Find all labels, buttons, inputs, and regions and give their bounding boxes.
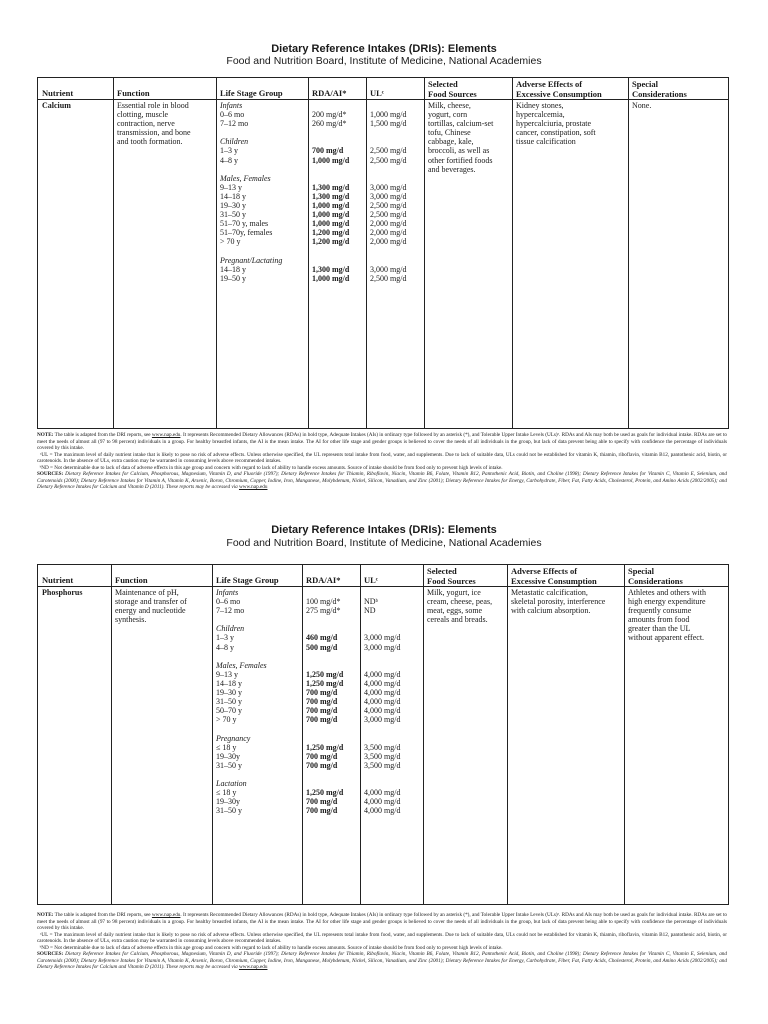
sheet-subtitle: Food and Nutrition Board, Institute of Medicine, National Academies [226, 537, 542, 549]
ul-value: 2,500 mg/d [370, 210, 407, 220]
life-stage-row [216, 597, 421, 606]
note-text: The table is adapted from the DRI reports, see [53, 912, 152, 918]
food-sources-text: Milk, cheese, yogurt, corn tortillas, calcium-set tofu, Chinese cabbage, kale, broccoli, as well as other fortified foods and beverages. [428, 101, 494, 174]
function-text: Essential role in blood clotting, muscle contraction, nerve transmission, and bone and tooth formation. [117, 101, 191, 147]
life-stage-row [216, 643, 421, 652]
rda-value: 275 mg/d* [306, 606, 341, 616]
sources-link[interactable]: www.nap.edu [238, 484, 268, 490]
rda-value: 700 mg/d [306, 760, 338, 770]
header-life-stage: Life Stage Group [220, 88, 283, 98]
life-stage-group-label: Lactation [216, 778, 247, 788]
life-stage-row [216, 806, 421, 815]
rda-value: 1,250 mg/d [306, 669, 344, 679]
life-stage: ≤ 18 y [216, 788, 237, 798]
group-spacer [220, 247, 425, 256]
header-special: Special Considerations [632, 79, 687, 99]
life-stage: 9–13 y [220, 182, 242, 192]
ul-value: NDᵇ [364, 597, 379, 607]
rda-value: 500 mg/d [306, 642, 338, 652]
life-stage: 31–50 y [220, 210, 246, 220]
sheet-title: Dietary Reference Intakes (DRIs): Elements [271, 524, 497, 536]
rda-value: 1,300 mg/d [312, 191, 350, 201]
food-sources-text: Milk, yogurt, ice cream, cheese, peas, meat, eggs, some cereals and breads. [427, 588, 493, 625]
note-label: NOTE: [37, 912, 54, 918]
ul-value: 4,000 mg/d [364, 806, 401, 816]
life-stage: 31–50 y [216, 760, 242, 770]
ul-value: 3,000 mg/d [364, 715, 401, 725]
ul-value: 3,000 mg/d [364, 642, 401, 652]
ul-value: 4,000 mg/d [364, 678, 401, 688]
life-stage: 7–12 mo [220, 119, 249, 129]
group-spacer [216, 724, 421, 733]
rda-value: 1,000 mg/d [312, 201, 350, 211]
nutrient-name: Calcium [42, 101, 71, 110]
rda-value: 1,000 mg/d [312, 210, 350, 220]
life-stage-row [220, 146, 425, 155]
rda-value: 100 mg/d* [306, 597, 341, 607]
header-rda: RDA/AI* [312, 88, 347, 98]
header-ul: ULᶜ [370, 88, 385, 98]
dri-table [37, 77, 729, 429]
header-adverse-effects: Adverse Effects of Excessive Consumption [511, 566, 597, 586]
ul-value: 2,500 mg/d [370, 146, 407, 156]
rda-value: 1,000 mg/d [312, 273, 350, 283]
note-text: The table is adapted from the DRI reports, see [53, 432, 152, 438]
life-stage-row [216, 688, 421, 697]
adverse-effects-text: Kidney stones, hypercalcemia, hypercalciuria, prostate cancer, constipation, soft tissue calcification [516, 101, 596, 147]
ul-value: 3,500 mg/d [364, 760, 401, 770]
ul-value: 2,000 mg/d [370, 228, 407, 238]
ul-value: 4,000 mg/d [364, 788, 401, 798]
header-nutrient: Nutrient [42, 575, 74, 585]
life-stage-row [216, 752, 421, 761]
rda-value: 260 mg/d* [312, 119, 347, 129]
ul-value: 4,000 mg/d [364, 669, 401, 679]
nap-link[interactable]: www.nap.edu [151, 432, 181, 438]
sheet-subtitle: Food and Nutrition Board, Institute of Medicine, National Academies [226, 55, 542, 67]
life-stage: 51–70y, females [220, 228, 273, 238]
life-stage-row [216, 670, 421, 679]
life-stage-row [216, 606, 421, 615]
ul-footnote: ᵃUL = The maximum level of daily nutrient intake that is likely to pose no risk of adverse effects. Unless otherwise specified, the UL represents total intake from food, water, and supplements. Due to lack of suitable data, ULs could not be established for vitamin K, thiamin, riboflavin, vitamin B12, pantothenic acid, biotin, or carotenoids. In the absence of ULs, extra caution may be warranted in consuming levels above recommended intakes. [37, 931, 727, 944]
life-stage-group-label: Males, Females [220, 173, 271, 183]
rda-value: 1,200 mg/d [312, 228, 350, 238]
sources-label: SOURCES: [37, 951, 64, 957]
life-stage-row [216, 743, 421, 752]
life-stage-group-label: Pregnancy [216, 733, 251, 743]
life-stage-group-label: Infants [216, 588, 239, 597]
header-special: Special Considerations [628, 566, 683, 586]
life-stage-row [220, 265, 425, 274]
ul-value: 2,000 mg/d [370, 237, 407, 247]
nutrient-name: Phosphorus [42, 588, 83, 597]
header-adverse-effects: Adverse Effects of Excessive Consumption [516, 79, 602, 99]
life-stage: 1–3 y [220, 146, 238, 156]
ul-value: 4,000 mg/d [364, 797, 401, 807]
ul-value: 4,000 mg/d [364, 706, 401, 716]
life-stage-list [216, 588, 421, 815]
header-function: Function [115, 575, 148, 585]
life-stage-row [220, 156, 425, 165]
life-stage: 14–18 y [216, 678, 242, 688]
life-stage-row [216, 697, 421, 706]
nd-footnote: ᵇND = Not determinable due to lack of data of adverse effects in this age group and concern with regard to lack of ability to handle excess amounts. Source of intake should be from food only to prevent high levels of intake. [39, 944, 503, 951]
ul-value: 4,000 mg/d [364, 688, 401, 698]
life-stage: 1–3 y [216, 633, 234, 643]
footnote [37, 432, 727, 491]
life-stage-row [220, 119, 425, 128]
rda-value: 700 mg/d [306, 706, 338, 716]
life-stage: 19–30y [216, 751, 240, 761]
life-stage-row [216, 797, 421, 806]
sheet-title: Dietary Reference Intakes (DRIs): Elements [271, 43, 497, 55]
header-ul: ULᶜ [364, 575, 379, 585]
group-spacer [220, 165, 425, 174]
ul-value: 3,500 mg/d [364, 742, 401, 752]
life-stage: 7–12 mo [216, 606, 245, 616]
rda-value: 700 mg/d [306, 697, 338, 707]
ul-value: 2,500 mg/d [370, 201, 407, 211]
life-stage: 4–8 y [216, 642, 234, 652]
adverse-effects-text: Metastatic calcification, skeletal porosity, interference with calcium absorption. [511, 588, 606, 616]
rda-value: 1,200 mg/d [312, 237, 350, 247]
life-stage-row [216, 633, 421, 642]
ul-value: 2,500 mg/d [370, 273, 407, 283]
group-spacer [216, 615, 421, 624]
rda-value: 700 mg/d [306, 688, 338, 698]
life-stage-row [220, 228, 425, 237]
group-spacer [216, 770, 421, 779]
nap-link[interactable]: www.nap.edu [151, 912, 181, 918]
life-stage-group-label: Infants [220, 101, 243, 110]
sources-label: SOURCES: [37, 471, 64, 477]
footnote [37, 912, 727, 971]
rda-value: 700 mg/d [306, 797, 338, 807]
life-stage-row [216, 761, 421, 770]
life-stage-row [220, 110, 425, 119]
header-nutrient: Nutrient [42, 88, 74, 98]
life-stage: 14–18 y [220, 264, 246, 274]
group-spacer [216, 652, 421, 661]
life-stage-row [220, 210, 425, 219]
ul-value: 3,000 mg/d [370, 191, 407, 201]
life-stage: ≤ 18 y [216, 742, 237, 752]
life-stage-row [216, 679, 421, 688]
function-text: Maintenance of pH, storage and transfer of energy and nucleotide synthesis. [115, 588, 187, 625]
sources-text: Dietary Reference Intakes for Calcium, Phosphorous, Magnesium, Vitamin D, and Fluoride (1997); Dietary Reference Intakes for Thiamin, Riboflavin, Niacin, Vitamin B6, Folate, Vitamin B12, Pantothenic Acid, Biotin, and Choline (1998); Dietary Reference Intakes for Vitamin C, Vitamin E, Selenium, and Carotenoids (2000); Dietary Reference Intakes for Vitamin A, Vitamin K, Arsenic, Boron, Chromium, Copper, Iodine, Iron, Manganese, Molybdenum, Nickel, Silicon, Vanadium, and Zinc (2001); Dietary Reference Intakes for Energy, Carbohydrate, Fiber, Fat, Fatty Acids, Cholesterol, Protein, and Amino Acids (2002/2005); and Dietary Reference Intakes for Calcium and Vitamin D (2011). These reports may be accessed via [37, 951, 727, 970]
ul-value: 2,500 mg/d [370, 155, 407, 165]
ul-value: 1,500 mg/d [370, 119, 407, 129]
life-stage-row [220, 183, 425, 192]
life-stage: 4–8 y [220, 155, 238, 165]
life-stage: > 70 y [220, 237, 241, 247]
life-stage-group-label: Pregnant/Lactating [220, 255, 283, 265]
life-stage: 19–30 y [220, 201, 246, 211]
ul-value: 3,000 mg/d [370, 182, 407, 192]
special-considerations-text: Athletes and others with high energy expenditure frequently consume amounts from food greater than the UL without apparent effect. [628, 588, 706, 643]
life-stage: 31–50 y [216, 806, 242, 816]
ul-value: 3,000 mg/d [370, 264, 407, 274]
ul-value: 2,000 mg/d [370, 219, 407, 229]
life-stage-list [220, 101, 425, 283]
life-stage-group-label: Males, Females [216, 660, 267, 670]
special-considerations-text: None. [632, 101, 652, 110]
life-stage-row [216, 715, 421, 724]
header-food-sources: Selected Food Sources [428, 79, 477, 99]
life-stage-row [216, 788, 421, 797]
life-stage: 19–50 y [220, 273, 246, 283]
rda-value: 700 mg/d [306, 751, 338, 761]
ul-value: 4,000 mg/d [364, 697, 401, 707]
rda-value: 700 mg/d [306, 806, 338, 816]
header-rda: RDA/AI* [306, 575, 341, 585]
ul-value: ND [364, 606, 376, 616]
life-stage: 51–70 y, males [220, 219, 269, 229]
nd-footnote: ᵇND = Not determinable due to lack of data of adverse effects in this age group and concern with regard to lack of ability to handle excess amounts. Source of intake should be from food only to prevent high levels of intake. [39, 464, 503, 471]
life-stage-row [220, 274, 425, 283]
note-label: NOTE: [37, 432, 54, 438]
header-life-stage: Life Stage Group [216, 575, 279, 585]
rda-value: 1,300 mg/d [312, 182, 350, 192]
life-stage-row [216, 706, 421, 715]
sources-link[interactable]: www.nap.edu [238, 964, 268, 970]
note-text-cont: . It represents Recommended Dietary Allowances (RDAs) in bold type, Adequate Intakes (AIs) in ordinary type followed by an asterisk (*), and Tolerable Upper Intake Levels (ULs)ᵃ. RDAs and AIs may both be used as goals for individual intake. RDAs are set to meet the needs of almost all (97 to 98 percent) individuals in a group. For healthy breastfed infants, the AI is the mean intake. The AI for other life stage and gender groups is believed to cover the needs of all individuals in the group, but lack of data prevent being able to specify with confidence the percentage of individuals covered by this intake. [37, 432, 728, 451]
rda-value: 1,250 mg/d [306, 742, 344, 752]
sources-text: Dietary Reference Intakes for Calcium, Phosphorous, Magnesium, Vitamin D, and Fluoride (1997); Dietary Reference Intakes for Thiamin, Riboflavin, Niacin, Vitamin B6, Folate, Vitamin B12, Pantothenic Acid, Biotin, and Choline (1998); Dietary Reference Intakes for Vitamin C, Vitamin E, Selenium, and Carotenoids (2000); Dietary Reference Intakes for Vitamin A, Vitamin K, Arsenic, Boron, Chromium, Copper, Iodine, Iron, Manganese, Molybdenum, Nickel, Silicon, Vanadium, and Zinc (2001); Dietary Reference Intakes for Energy, Carbohydrate, Fiber, Fat, Fatty Acids, Cholesterol, Protein, and Amino Acids (2002/2005); and Dietary Reference Intakes for Calcium and Vitamin D (2011). These reports may be accessed via [37, 471, 727, 490]
life-stage: 14–18 y [220, 191, 246, 201]
rda-value: 700 mg/d [312, 146, 344, 156]
life-stage: 0–6 mo [216, 597, 241, 607]
ul-value: 3,000 mg/d [364, 633, 401, 643]
life-stage-row [220, 201, 425, 210]
life-stage: 50–70 y [216, 706, 242, 716]
header-function: Function [117, 88, 150, 98]
life-stage-row [220, 237, 425, 246]
life-stage: 9–13 y [216, 669, 238, 679]
group-spacer [220, 128, 425, 137]
life-stage: 0–6 mo [220, 110, 245, 120]
life-stage-row [220, 219, 425, 228]
life-stage: > 70 y [216, 715, 237, 725]
rda-value: 700 mg/d [306, 715, 338, 725]
header-food-sources: Selected Food Sources [427, 566, 476, 586]
life-stage-group-label: Children [220, 137, 249, 147]
life-stage: 31–50 y [216, 697, 242, 707]
rda-value: 200 mg/d* [312, 110, 347, 120]
ul-value: 3,500 mg/d [364, 751, 401, 761]
life-stage-row [220, 192, 425, 201]
rda-value: 1,300 mg/d [312, 264, 350, 274]
note-text-cont: . It represents Recommended Dietary Allowances (RDAs) in bold type, Adequate Intakes (AIs) in ordinary type followed by an asterisk (*), and Tolerable Upper Intake Levels (ULs)ᵃ. RDAs and AIs may both be used as goals for individual intake. RDAs are set to meet the needs of almost all (97 to 98 percent) individuals in a group. For healthy breastfed infants, the AI is the mean intake. The AI for other life stage and gender groups is believed to cover the needs of all individuals in the group, but lack of data prevent being able to specify with confidence the percentage of individuals covered by this intake. [37, 912, 728, 931]
rda-value: 1,250 mg/d [306, 788, 344, 798]
rda-value: 1,250 mg/d [306, 678, 344, 688]
rda-value: 460 mg/d [306, 633, 338, 643]
ul-value: 1,000 mg/d [370, 110, 407, 120]
ul-footnote: ᵃUL = The maximum level of daily nutrient intake that is likely to pose no risk of adverse effects. Unless otherwise specified, the UL represents total intake from food, water, and supplements. Due to lack of suitable data, ULs could not be established for vitamin K, thiamin, riboflavin, vitamin B12, pantothenic acid, biotin, or carotenoids. In the absence of ULs, extra caution may be warranted in consuming levels above recommended intakes. [37, 451, 727, 464]
dri-table [37, 564, 729, 905]
life-stage: 19–30 y [216, 688, 242, 698]
life-stage-group-label: Children [216, 624, 245, 634]
rda-value: 1,000 mg/d [312, 219, 350, 229]
life-stage: 19–30y [216, 797, 240, 807]
rda-value: 1,000 mg/d [312, 155, 350, 165]
